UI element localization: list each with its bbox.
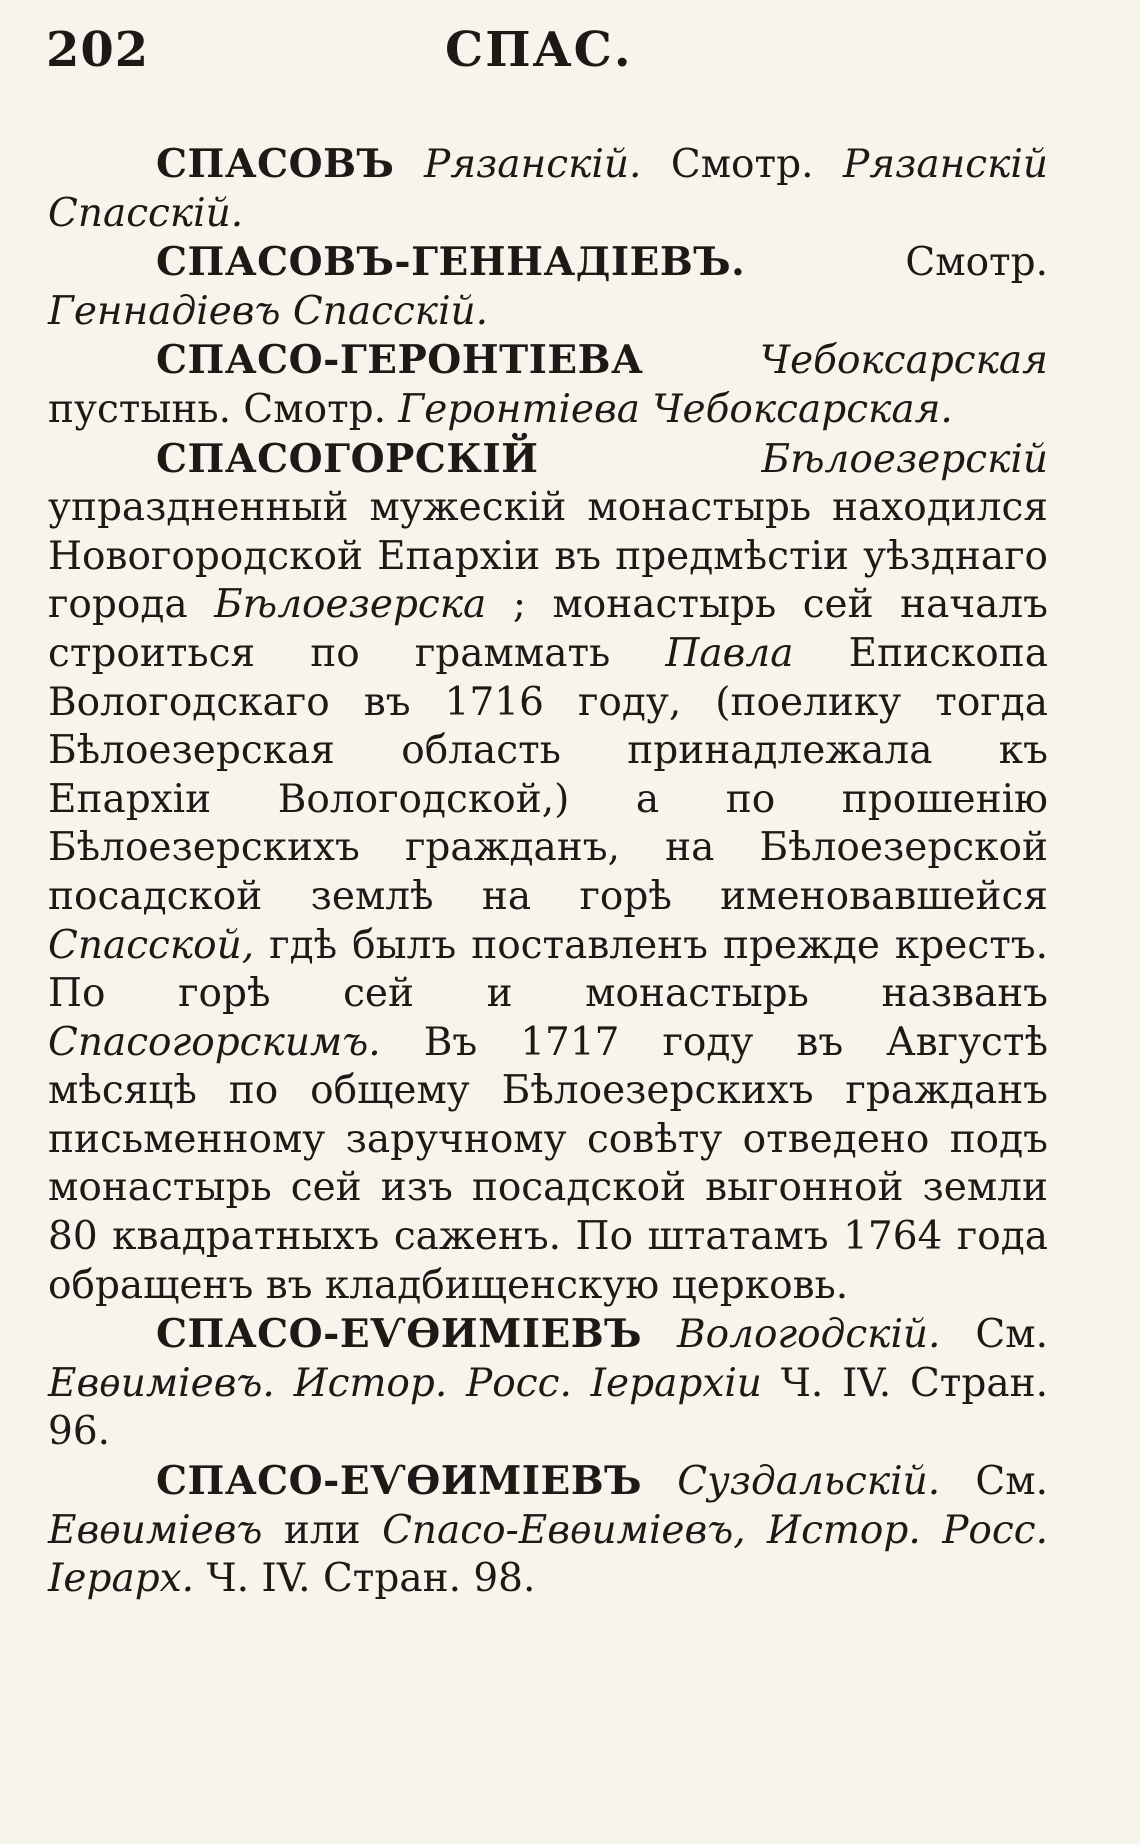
entry-text — [642, 1312, 677, 1357]
entry-text: Ч. IV. Стран. 96. — [48, 1360, 1048, 1455]
entry-italic: Павла — [665, 630, 794, 676]
entry-text: или — [262, 1507, 383, 1553]
entry-headword: СПАСО-ГЕРОНТІЕВА — [156, 337, 644, 384]
dictionary-entries — [48, 140, 1048, 1604]
entry-text: гдѣ былъ поставленъ прежде крестъ. По горѣ сей и монастырь названъ — [48, 922, 1048, 1017]
entry-headword: СПАСО-ЕѴѲИМІЕВЪ — [156, 1458, 642, 1505]
entry-spaso-evfimiev-vologodskiy — [48, 1310, 1048, 1457]
entry-italic: Спасской, — [48, 922, 255, 968]
entry-headword: СПАСОГОРСКІЙ — [156, 435, 539, 482]
entry-spaso-evfimiev-suzdalskiy — [48, 1457, 1048, 1604]
entry-spasov-ryazanskiy — [48, 140, 1048, 238]
entry-text: пустынь. Смотр. — [48, 386, 399, 432]
entry-italic: Геронтіева Чебоксарская. — [398, 386, 953, 432]
entry-italic: Евѳиміевъ. Истор. Росс. Іерархіи — [48, 1360, 762, 1406]
entry-italic: Чебоксарская — [759, 338, 1048, 384]
entry-text: Ч. IV. Стран. 98. — [194, 1556, 536, 1602]
entry-spasov-gennadiev — [48, 238, 1048, 336]
entry-text — [394, 142, 424, 187]
entry-text: упраздненный мужескій монастырь находился Новогородской Епархіи въ предмѣстіи уѣзднаго города — [48, 485, 1048, 628]
entry-italic: Рязанскій. — [423, 142, 642, 187]
entry-italic: Рязанскій Спасскій. — [48, 142, 1048, 236]
entry-italic: Суздальскій. — [677, 1459, 941, 1505]
page-number: 202 — [46, 22, 150, 78]
entry-italic: Бѣлоезерскій — [761, 436, 1048, 482]
entry-italic: Евѳиміевъ — [48, 1507, 263, 1553]
entry-text: Въ 1717 году въ Августѣ мѣсяцѣ по общему Бѣлоезерскихъ гражданъ письменному заручному совѣту отведено подъ монастырь сей изъ посадской выгонной земли 80 квадратныхъ саженъ. По штатамъ 1764 года обращенъ въ кладбищенскую церковь. — [48, 1019, 1048, 1308]
entry-headword: СПАСОВЪ-ГЕННАДІЕВЪ. — [156, 239, 746, 286]
entry-text — [642, 1459, 677, 1504]
entry-text: См. — [940, 1459, 1048, 1505]
entry-text: Епископа Вологодскаго въ 1716 году, (поелику тогда Бѣлоезерская область принадлежала къ Епархіи Вологодской,) а по прошенію Бѣлоезерскихъ гражданъ, на Бѣлоезерской посадской землѣ на горѣ именовавшейся — [48, 630, 1048, 919]
entry-text: См. — [940, 1312, 1048, 1358]
entry-italic: Геннадіевъ Спасскій. — [48, 288, 489, 334]
entry-italic: Бѣлоезерска — [214, 582, 487, 628]
running-head: СПАС. — [445, 22, 633, 78]
entry-text — [538, 437, 761, 482]
entry-spaso-gerontieva — [48, 336, 1048, 434]
entry-text: Смотр. — [641, 142, 843, 187]
entry-spasogorskiy — [48, 435, 1048, 1311]
entry-headword: СПАСОВЪ — [156, 141, 395, 187]
entry-text: Смотр. — [745, 240, 1048, 286]
entry-text — [643, 338, 760, 383]
entry-text: ; монастырь сей началъ строиться по граммать — [48, 582, 1048, 676]
entry-italic: Вологодскій. — [676, 1312, 941, 1358]
page-header — [40, 22, 1100, 102]
entry-italic: Спасогорскимъ. — [48, 1019, 381, 1065]
entry-italic: Спасо-Евѳиміевъ, Истор. Росс. Іерарх. — [48, 1507, 1048, 1602]
entry-headword: СПАСО-ЕѴѲИМІЕВЪ — [156, 1311, 642, 1358]
